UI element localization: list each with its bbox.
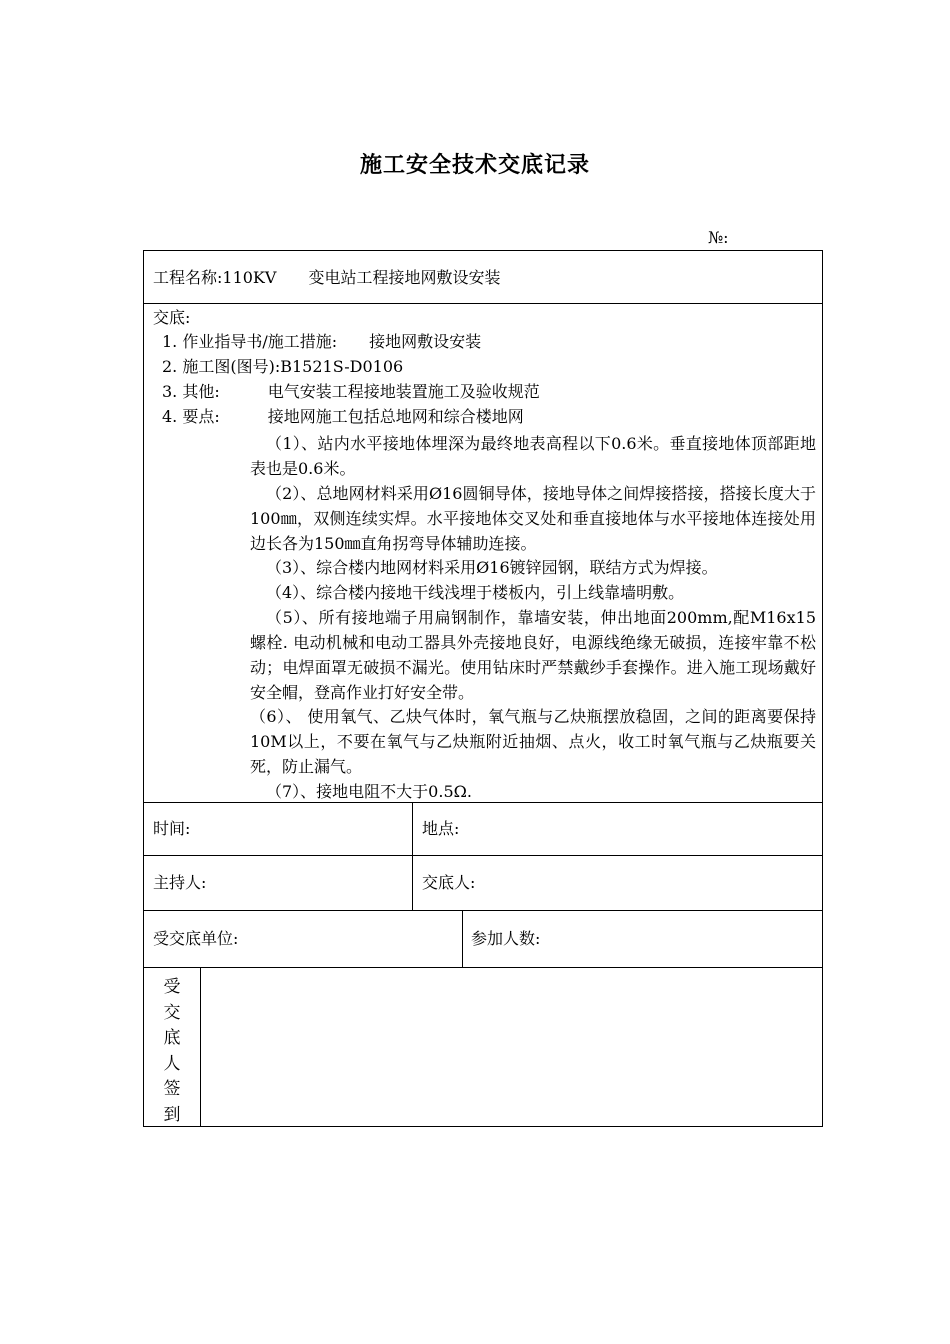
signature-char: 受	[163, 977, 181, 997]
signature-char: 人	[163, 1053, 181, 1074]
briefing-item-key-points: 4. 要点: 接地网施工包括总地网和综合楼地网	[162, 407, 524, 426]
briefing-item-other: 3. 其他: 电气安装工程接地装置施工及验收规范	[162, 382, 540, 401]
document-title: 施工安全技术交底记录	[359, 152, 590, 178]
signature-area[interactable]	[201, 968, 822, 1126]
key-point-3: （3）、综合楼内地网材料采用Ø16镀锌园钢，联结方式为焊接。	[266, 558, 718, 577]
column-divider	[462, 910, 463, 967]
signature-label	[144, 975, 200, 1129]
row-divider	[144, 910, 822, 911]
briefing-record-table	[143, 250, 823, 1127]
place-field: 地点:	[422, 819, 460, 838]
signature-char: 底	[163, 1028, 181, 1049]
document-number-label: №:	[708, 228, 729, 247]
key-point-1: （1）、站内水平接地体埋深为最终地表高程以下0.6米。垂直接地体顶部距地表也是0.6米。	[250, 434, 816, 478]
briefing-item-guide: 1. 作业指导书/施工措施: 接地网敷设安装	[162, 332, 482, 351]
project-name: 工程名称:110KV 变电站工程接地网敷设安装	[153, 268, 501, 287]
key-point-7: （7）、接地电阻不大于0.5Ω.	[266, 782, 472, 801]
presenter-field: 交底人:	[422, 873, 476, 892]
host-field: 主持人:	[153, 873, 207, 892]
key-point-2: （2）、总地网材料采用Ø16圆铜导体，接地导体之间焊接搭接，搭接长度大于100㎜，双侧连续实焊。水平接地体交叉处和垂直接地体与水平接地体连接处用边长各为150㎜直角拐弯导体辅助连接。	[250, 484, 816, 553]
signature-char: 到	[163, 1104, 181, 1125]
key-point-6: （6）、 使用氧气、乙炔气体时，氧气瓶与乙炔瓶摆放稳固，之间的距离要保持10M以上，不要在氧气与乙炔瓶附近抽烟、点火，收工时氧气瓶与乙炔瓶要关死，防止漏气。	[250, 707, 816, 776]
row-divider	[144, 303, 822, 304]
signature-label-cell	[144, 967, 200, 1127]
briefing-heading: 交底:	[153, 308, 191, 327]
signature-char: 交	[163, 1002, 181, 1023]
key-point-4: （4）、综合楼内接地干线浅埋于楼板内，引上线靠墙明敷。	[266, 583, 685, 602]
signature-char: 签	[163, 1079, 181, 1100]
row-divider	[144, 855, 822, 856]
attendees-field: 参加人数:	[471, 929, 541, 948]
time-field: 时间:	[153, 819, 191, 838]
recipient-unit-field: 受交底单位:	[153, 929, 239, 948]
column-divider	[412, 802, 413, 910]
key-point-5: （5）、所有接地端子用扁钢制作，靠墙安装，伸出地面200mm,配M16x15螺栓. 电动机械和电动工器具外壳接地良好，电源线绝缘无破损，连接牢靠不松动；电焊面罩无破损不漏光。使用钻床时严禁戴纱手套操作。进入施工现场戴好安全帽，登高作业打好安全带。	[250, 608, 816, 702]
briefing-item-drawing: 2. 施工图(图号):B1521S-D0106	[162, 357, 404, 376]
